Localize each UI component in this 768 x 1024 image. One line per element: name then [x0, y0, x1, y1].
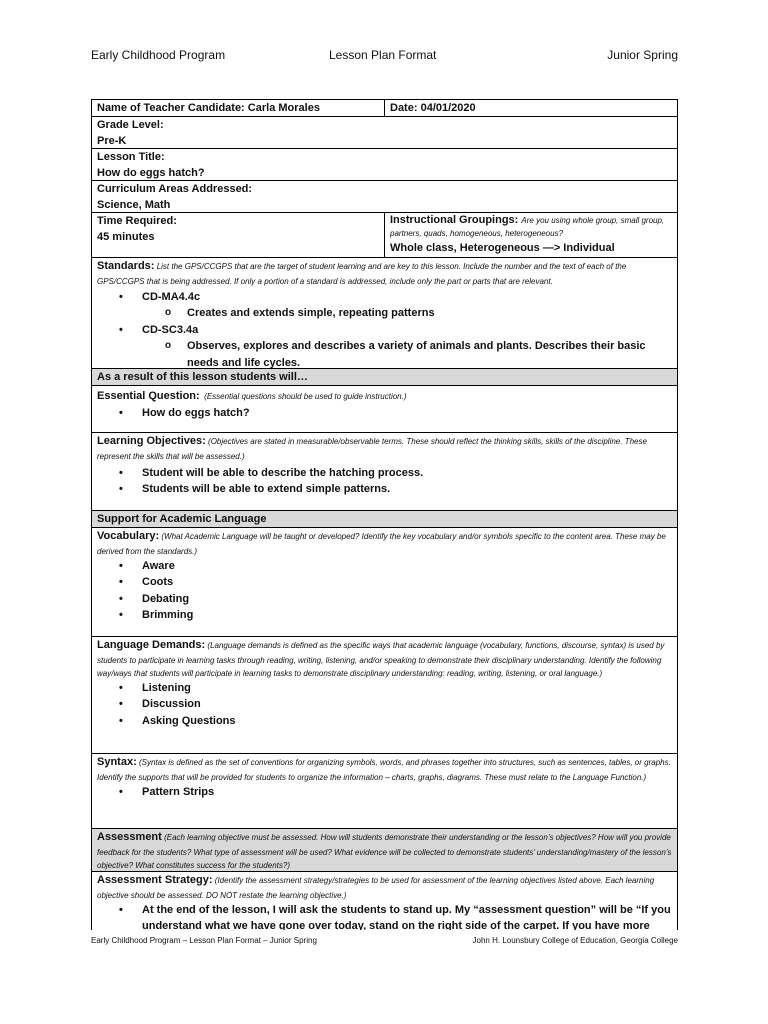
time-cell [92, 213, 384, 257]
list-item: • Students will be able to extend simple patterns. [97, 481, 672, 498]
learning-objectives-note: (Objectives are stated in measurable/observable terms. These should reflect the thinking skills, skills of the discipline. These represent the skills that will be assessed.) [97, 437, 647, 461]
header-program: Early Childhood Program [91, 48, 226, 62]
curriculum-value: Science, Math [97, 198, 171, 211]
list-item: • Pattern Strips [97, 784, 672, 801]
grade-value: Pre-K [97, 134, 127, 147]
groupings-label: Instructional Groupings: [390, 214, 519, 226]
list-item: • How do eggs hatch? [97, 405, 672, 422]
groupings-value: Whole class, Heterogeneous —> Individual [390, 242, 615, 254]
assessment-note: (Each learning objective must be assessed. How will students demonstrate their understanding or the lesson’s objectives? How will you provide feedback for the students? What type of assessment will be used? What evidence will be collected to demonstrate students’ understanding/mastery of the lesson’s objective? What constitutes success for the students?) [97, 833, 672, 870]
essential-question-note: (Essential questions should be used to guide instruction.) [204, 392, 407, 401]
standards-note: List the GPS/CCGPS that are the target of student learning and are key to this lesson. Include the number and the text of each of the GPS/CCGPS that is being addressed. If only a portion of a standard is addressed, include only the part or parts that are relevant. [97, 262, 627, 286]
lesson-title-label: Lesson Title: [97, 151, 165, 163]
standard-text: o Creates and extends simple, repeating patterns [97, 305, 672, 322]
teacher-label: Name of Teacher Candidate: [97, 102, 245, 114]
footer-right: John H. Lounsbury College of Education, Georgia College [472, 936, 678, 945]
academic-language-header: Support for Academic Language [97, 513, 267, 525]
date-cell [384, 100, 677, 116]
teacher-name: Carla Morales [247, 102, 320, 114]
standard-sublist-1 [97, 305, 672, 322]
groupings-note: Are you using whole group, small group, partners, quads, homogeneous, heterogeneous? [390, 216, 665, 238]
teacher-date-row [92, 100, 677, 117]
teacher-cell [92, 100, 384, 116]
essential-question-label: Essential Question: [97, 390, 200, 402]
language-demands-label: Language Demands: [97, 639, 206, 651]
page-footer [91, 936, 678, 948]
syntax-note: (Syntax is defined as the set of conventions for organizing symbols, words, and phrases together into structures, such as sentences, tables, or graphs. Identify the supports that will be provided for students to organize the information – charts, graphs, diagrams. These must relate to the Language Function.) [97, 758, 671, 782]
lesson-title-value: How do eggs hatch? [97, 166, 205, 179]
footer-left: Early Childhood Program – Lesson Plan Format – Junior Spring [91, 936, 317, 945]
vocabulary-row [92, 528, 677, 637]
standard-code: • CD-MA4.4c [97, 289, 672, 306]
standards-label: Standards: [97, 260, 155, 272]
language-demands-list [97, 680, 672, 730]
learning-objectives-row [92, 433, 677, 511]
standard-sublist-2 [97, 338, 672, 371]
date-label: Date: [390, 102, 418, 114]
list-item: • Student will be able to describe the hatching process. [97, 465, 672, 482]
essential-question-row [92, 386, 677, 433]
list-item: • Brimming [97, 607, 672, 624]
groupings-cell [384, 213, 677, 257]
list-item: • Debating [97, 591, 672, 608]
essential-question-list [97, 405, 672, 422]
list-item: • At the end of the lesson, I will ask the students to stand up. My “assessment question” will be “If you understand what we have gone over today, stand on the right side of the carpet. If you have more [97, 902, 672, 931]
vocabulary-label: Vocabulary: [97, 530, 160, 542]
grade-row [92, 117, 677, 149]
lesson-plan-table [91, 99, 678, 930]
learning-objectives-list [97, 465, 672, 498]
result-header: As a result of this lesson students will… [97, 371, 308, 383]
standards-row [92, 258, 677, 369]
header-format: Lesson Plan Format [329, 48, 437, 62]
time-groupings-row [92, 213, 677, 258]
syntax-list [97, 784, 672, 801]
list-item: • Aware [97, 558, 672, 575]
result-header-row [92, 369, 677, 386]
list-item: • Coots [97, 574, 672, 591]
vocabulary-note: (What Academic Language will be taught or developed? Identify the key vocabulary and/or symbols specific to the content area. These may be derived from the standards.) [97, 532, 666, 556]
standard-list-2 [97, 322, 672, 339]
syntax-row [92, 754, 677, 829]
curriculum-label: Curriculum Areas Addressed: [97, 183, 253, 195]
page-header [91, 48, 678, 64]
standard-text: o Observes, explores and describes a variety of animals and plants. Describes their basic needs and life cycles. [97, 338, 672, 371]
date-value: 04/01/2020 [420, 102, 476, 114]
list-item: • Listening [97, 680, 672, 697]
assessment-strategy-note: (Identify the assessment strategy/strategies to be used for assessment of the learning objectives listed above. Each learning objective should be assessed. DO NOT restate the learning objective.) [97, 876, 655, 900]
list-item: • Discussion [97, 696, 672, 713]
vocabulary-list [97, 558, 672, 624]
curriculum-row [92, 181, 677, 213]
assessment-label: Assessment [97, 831, 162, 843]
list-item: • Asking Questions [97, 713, 672, 730]
assessment-strategy-list [97, 902, 672, 931]
academic-language-header-row [92, 511, 677, 528]
lesson-title-row [92, 149, 677, 181]
language-demands-note: (Language demands is defined as the specific ways that academic language (vocabulary, functions, discourse, syntax) is used by students to participate in learning tasks through reading, writing, listening, and/or speaking to demonstrate their disciplinary understanding. Identify the following way/ways that students will participate in learning tasks to demonstrate disciplinary understanding: reading, writing, listening, or oral language.) [97, 641, 665, 678]
standard-list-1 [97, 289, 672, 306]
grade-label: Grade Level: [97, 119, 164, 131]
assessment-strategy-row [92, 872, 677, 930]
time-value: 45 minutes [97, 230, 155, 243]
learning-objectives-label: Learning Objectives: [97, 435, 206, 447]
time-label: Time Required: [97, 215, 177, 227]
header-term: Junior Spring [607, 48, 678, 62]
assessment-row [92, 829, 677, 872]
language-demands-row [92, 637, 677, 754]
syntax-label: Syntax: [97, 756, 137, 768]
standard-code: • CD-SC3.4a [97, 322, 672, 339]
assessment-strategy-label: Assessment Strategy: [97, 874, 213, 886]
